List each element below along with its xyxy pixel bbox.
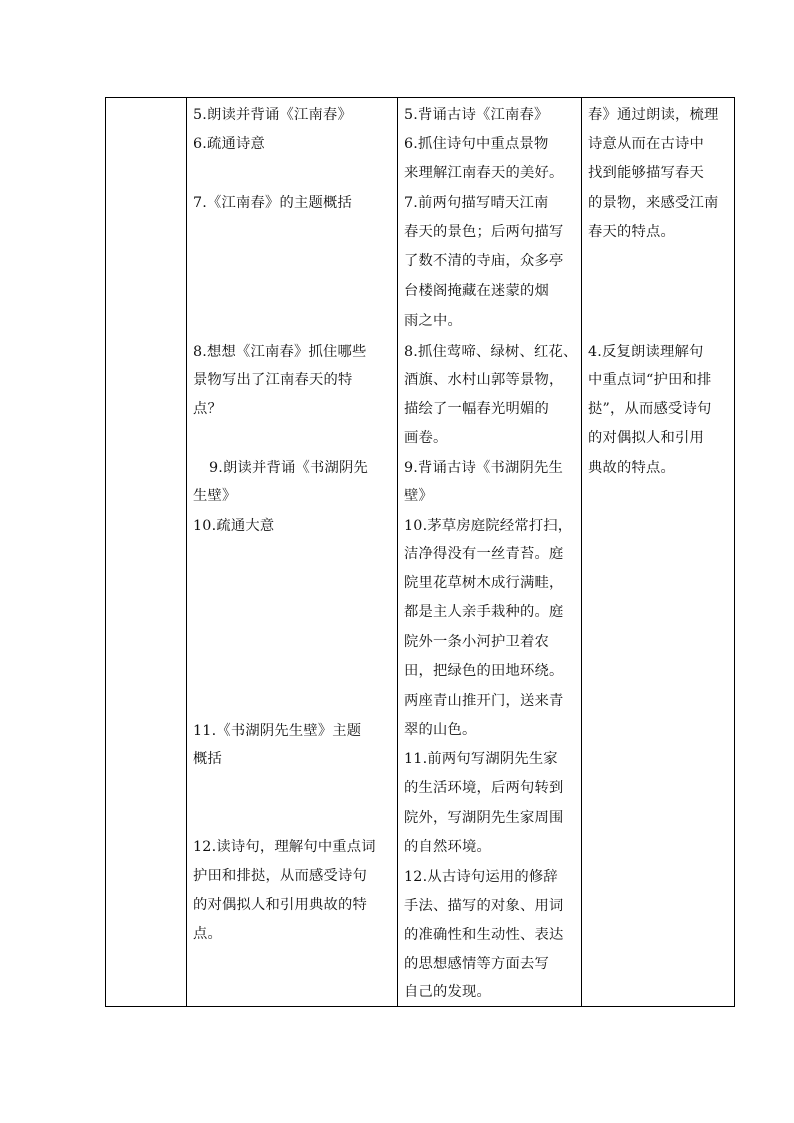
content-line: 手法、描写的对象、用词 bbox=[404, 898, 564, 914]
content-line: 的准确性和生动性、表达 bbox=[404, 927, 564, 943]
content-line: 雨之中。 bbox=[404, 313, 462, 329]
content-line: 10.茅草房庭院经常打扫， bbox=[404, 518, 573, 534]
content-column bbox=[398, 98, 581, 1006]
content-line: 5.背诵古诗《江南春》 bbox=[404, 107, 549, 123]
goal-line: 的对偶拟人和引用 bbox=[588, 430, 704, 446]
empty-first-column bbox=[106, 98, 186, 1006]
activity-line: 8.想想《江南春》抓住哪些 bbox=[193, 344, 367, 360]
activity-line: 的对偶拟人和引用典故的特 bbox=[193, 897, 367, 913]
content-line: 描绘了一幅春光明媚的 bbox=[404, 401, 549, 417]
content-line: 了数不清的寺庙，众多亭 bbox=[404, 253, 564, 269]
content-line: 春天的景色；后两句描写 bbox=[404, 224, 564, 240]
content-line: 7.前两句描写晴天江南 bbox=[404, 195, 549, 211]
activity-line: 7.《江南春》的主题概括 bbox=[193, 195, 353, 211]
activity-column bbox=[187, 98, 397, 1006]
goal-line: 的景物，来感受江南 bbox=[588, 195, 719, 211]
content-line: 9.背诵古诗《书湖阴先生 bbox=[404, 460, 564, 476]
content-line: 院里花草树木成行满畦， bbox=[404, 575, 564, 591]
activity-line: 点。 bbox=[193, 926, 222, 942]
content-line: 台楼阁掩藏在迷蒙的烟 bbox=[404, 283, 549, 299]
content-line: 8.抓住莺啼、绿树、红花、 bbox=[404, 344, 578, 360]
content-line: 画卷。 bbox=[404, 430, 448, 446]
activity-line: 点？ bbox=[193, 401, 222, 417]
content-line: 来理解江南春天的美好。 bbox=[404, 165, 564, 181]
activity-line: 9.朗读并背诵《书湖阴先 bbox=[209, 460, 369, 476]
activity-line: 12.读诗句，理解句中重点词 bbox=[193, 839, 376, 855]
goal-line: 春》通过朗读，梳理 bbox=[588, 107, 719, 123]
content-line: 翠的山色。 bbox=[404, 722, 477, 738]
activity-line: 6.疏通诗意 bbox=[193, 136, 266, 152]
content-line: 11.前两句写湖阴先生家 bbox=[404, 751, 558, 767]
activity-line: 11.《书湖阴先生壁》主题 bbox=[193, 723, 362, 739]
content-line: 自己的发现。 bbox=[404, 984, 491, 1000]
content-line: 田，把绿色的田地环绕。 bbox=[404, 663, 564, 679]
content-line: 12.从古诗句运用的修辞 bbox=[404, 869, 558, 885]
activity-line: 10.疏通大意 bbox=[193, 518, 275, 534]
goal-line: 找到能够描写春天 bbox=[588, 165, 704, 181]
activity-line: 5.朗读并背诵《江南春》 bbox=[193, 107, 353, 123]
goal-line: 春天的特点。 bbox=[588, 224, 675, 240]
content-line: 的自然环境。 bbox=[404, 839, 491, 855]
goal-line: 典故的特点。 bbox=[588, 460, 675, 476]
activity-line: 概括 bbox=[193, 751, 222, 767]
content-line: 洁净得没有一丝青苔。庭 bbox=[404, 546, 564, 562]
goal-column bbox=[582, 98, 734, 1006]
goal-line: 诗意从而在古诗中 bbox=[588, 136, 704, 152]
lesson-plan-table bbox=[105, 97, 735, 1007]
content-line: 院外，写湖阴先生家周围 bbox=[404, 810, 564, 826]
content-line: 酒旗、水村山郭等景物， bbox=[404, 372, 564, 388]
content-line: 的思想感情等方面去写 bbox=[404, 956, 549, 972]
content-line: 6.抓住诗句中重点景物 bbox=[404, 136, 549, 152]
goal-line: 中重点词“护田和排 bbox=[588, 372, 712, 388]
activity-line: 景物写出了江南春天的特 bbox=[193, 372, 353, 388]
content-line: 的生活环境，后两句转到 bbox=[404, 780, 564, 796]
content-line: 都是主人亲手栽种的。庭 bbox=[404, 604, 564, 620]
goal-line: 4.反复朗读理解句 bbox=[588, 344, 704, 360]
content-line: 壁》 bbox=[404, 488, 433, 504]
activity-line: 生壁》 bbox=[193, 488, 237, 504]
activity-line: 护田和排挞，从而感受诗句 bbox=[193, 868, 367, 884]
content-line: 两座青山推开门，送来青 bbox=[404, 693, 564, 709]
content-line: 院外一条小河护卫着农 bbox=[404, 634, 549, 650]
goal-line: 挞”，从而感受诗句 bbox=[588, 401, 712, 417]
